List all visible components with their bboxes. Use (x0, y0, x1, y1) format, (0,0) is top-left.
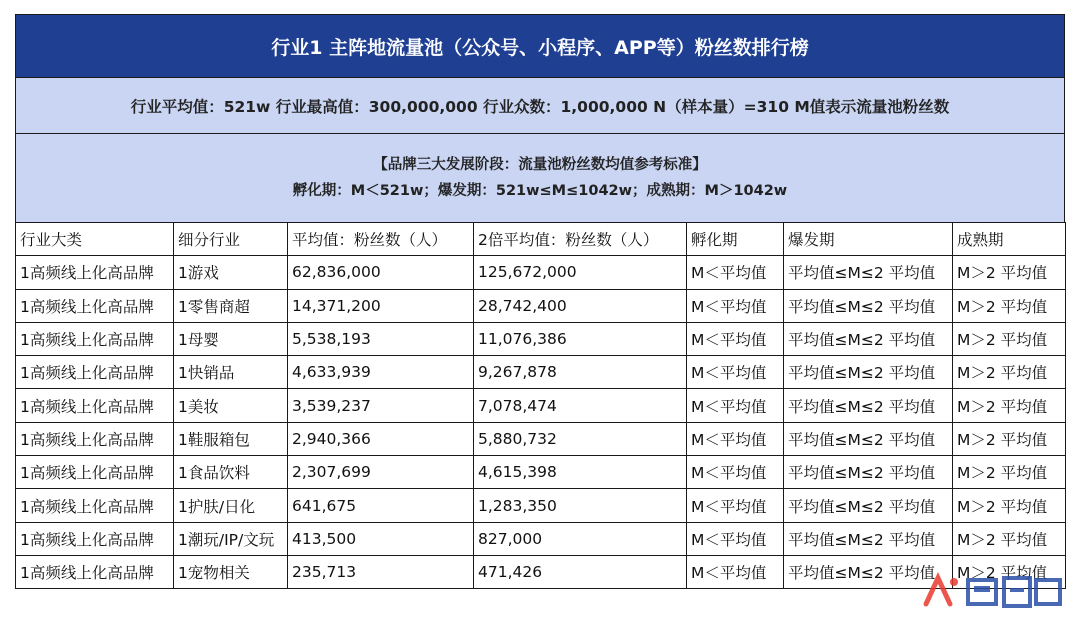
column-header-incubation-stage: 孵化期 (687, 223, 784, 256)
column-header-category: 行业大类 (16, 223, 174, 256)
table-row (16, 489, 1066, 522)
table-row (16, 289, 1066, 322)
cell-average-fans: 62,836,000 (288, 256, 474, 289)
cell-category: 1高频线上化高品牌 (16, 522, 174, 555)
stage-criteria-detail: 孵化期：M＜521w；爆发期：521w≤M≤1042w；成熟期：M＞1042w (292, 183, 788, 199)
cell-burst-stage: 平均值≤M≤2 平均值 (784, 322, 953, 355)
ranking-table-body (16, 223, 1066, 589)
cell-average-fans: 235,713 (288, 555, 474, 588)
cell-incubation-stage: M＜平均值 (687, 322, 784, 355)
cell-incubation-stage: M＜平均值 (687, 289, 784, 322)
watermark-logo (916, 570, 1066, 610)
table-row (16, 555, 1066, 588)
cell-mature-stage: M＞2 平均值 (953, 489, 1066, 522)
cell-sub-industry: 1游戏 (174, 256, 288, 289)
column-header-double-average-fans: 2倍平均值：粉丝数（人） (474, 223, 687, 256)
cell-category: 1高频线上化高品牌 (16, 489, 174, 522)
cell-category: 1高频线上化高品牌 (16, 389, 174, 422)
cell-average-fans: 5,538,193 (288, 322, 474, 355)
column-header-burst-stage: 爆发期 (784, 223, 953, 256)
cell-double-average-fans: 4,615,398 (474, 456, 687, 489)
cell-sub-industry: 1快销品 (174, 356, 288, 389)
cell-average-fans: 4,633,939 (288, 356, 474, 389)
cell-category: 1高频线上化高品牌 (16, 422, 174, 455)
cell-mature-stage: M＞2 平均值 (953, 289, 1066, 322)
cell-incubation-stage: M＜平均值 (687, 456, 784, 489)
cell-average-fans: 14,371,200 (288, 289, 474, 322)
cell-incubation-stage: M＜平均值 (687, 489, 784, 522)
cell-mature-stage: M＞2 平均值 (953, 456, 1066, 489)
cell-sub-industry: 1母婴 (174, 322, 288, 355)
table-row (16, 522, 1066, 555)
cell-double-average-fans: 7,078,474 (474, 389, 687, 422)
column-header-average-fans: 平均值：粉丝数（人） (288, 223, 474, 256)
cell-sub-industry: 1美妆 (174, 389, 288, 422)
cell-category: 1高频线上化高品牌 (16, 456, 174, 489)
cell-category: 1高频线上化高品牌 (16, 555, 174, 588)
cell-double-average-fans: 125,672,000 (474, 256, 687, 289)
cell-sub-industry: 1潮玩/IP/文玩 (174, 522, 288, 555)
cell-incubation-stage: M＜平均值 (687, 422, 784, 455)
table-row (16, 389, 1066, 422)
cell-double-average-fans: 1,283,350 (474, 489, 687, 522)
table-title: 行业1 主阵地流量池（公众号、小程序、APP等）粉丝数排行榜 (15, 14, 1065, 78)
cell-burst-stage: 平均值≤M≤2 平均值 (784, 356, 953, 389)
cell-mature-stage: M＞2 平均值 (953, 356, 1066, 389)
cell-category: 1高频线上化高品牌 (16, 289, 174, 322)
ranking-table (15, 222, 1066, 589)
stage-criteria-heading: 【品牌三大发展阶段：流量池粉丝数均值参考标准】 (373, 157, 707, 173)
cell-sub-industry: 1零售商超 (174, 289, 288, 322)
cell-mature-stage: M＞2 平均值 (953, 322, 1066, 355)
cell-incubation-stage: M＜平均值 (687, 522, 784, 555)
cell-burst-stage: 平均值≤M≤2 平均值 (784, 522, 953, 555)
cell-average-fans: 3,539,237 (288, 389, 474, 422)
cell-average-fans: 413,500 (288, 522, 474, 555)
cell-double-average-fans: 827,000 (474, 522, 687, 555)
column-header-sub-industry: 细分行业 (174, 223, 288, 256)
cell-double-average-fans: 9,267,878 (474, 356, 687, 389)
cell-burst-stage: 平均值≤M≤2 平均值 (784, 489, 953, 522)
column-header-mature-stage: 成熟期 (953, 223, 1066, 256)
cell-mature-stage: M＞2 平均值 (953, 422, 1066, 455)
cell-burst-stage: 平均值≤M≤2 平均值 (784, 389, 953, 422)
table-row (16, 456, 1066, 489)
industry-stats-line: 行业平均值：521w 行业最高值：300,000,000 行业众数：1,000,000 N（样本量）=310 M值表示流量池粉丝数 (15, 78, 1065, 134)
cell-incubation-stage: M＜平均值 (687, 389, 784, 422)
cell-sub-industry: 1护肤/日化 (174, 489, 288, 522)
cell-sub-industry: 1宠物相关 (174, 555, 288, 588)
table-row (16, 322, 1066, 355)
cell-incubation-stage: M＜平均值 (687, 555, 784, 588)
cell-mature-stage: M＞2 平均值 (953, 389, 1066, 422)
cell-burst-stage: 平均值≤M≤2 平均值 (784, 256, 953, 289)
cell-mature-stage: M＞2 平均值 (953, 522, 1066, 555)
cell-average-fans: 2,940,366 (288, 422, 474, 455)
cell-category: 1高频线上化高品牌 (16, 322, 174, 355)
cell-double-average-fans: 11,076,386 (474, 322, 687, 355)
cell-incubation-stage: M＜平均值 (687, 356, 784, 389)
cell-burst-stage: 平均值≤M≤2 平均值 (784, 422, 953, 455)
cell-category: 1高频线上化高品牌 (16, 356, 174, 389)
table-row (16, 356, 1066, 389)
stage-criteria (15, 134, 1065, 222)
cell-double-average-fans: 28,742,400 (474, 289, 687, 322)
table-row (16, 422, 1066, 455)
ranking-table-container (15, 14, 1065, 589)
cell-burst-stage: 平均值≤M≤2 平均值 (784, 555, 953, 588)
cell-double-average-fans: 471,426 (474, 555, 687, 588)
cell-double-average-fans: 5,880,732 (474, 422, 687, 455)
cell-average-fans: 2,307,699 (288, 456, 474, 489)
cell-mature-stage: M＞2 平均值 (953, 256, 1066, 289)
cell-burst-stage: 平均值≤M≤2 平均值 (784, 289, 953, 322)
table-row (16, 256, 1066, 289)
cell-category: 1高频线上化高品牌 (16, 256, 174, 289)
cell-sub-industry: 1食品饮料 (174, 456, 288, 489)
cell-burst-stage: 平均值≤M≤2 平均值 (784, 456, 953, 489)
cell-mature-stage: M＞2 平均值 (953, 555, 1066, 588)
cell-sub-industry: 1鞋服箱包 (174, 422, 288, 455)
cell-average-fans: 641,675 (288, 489, 474, 522)
cell-incubation-stage: M＜平均值 (687, 256, 784, 289)
table-header-row (16, 223, 1066, 256)
